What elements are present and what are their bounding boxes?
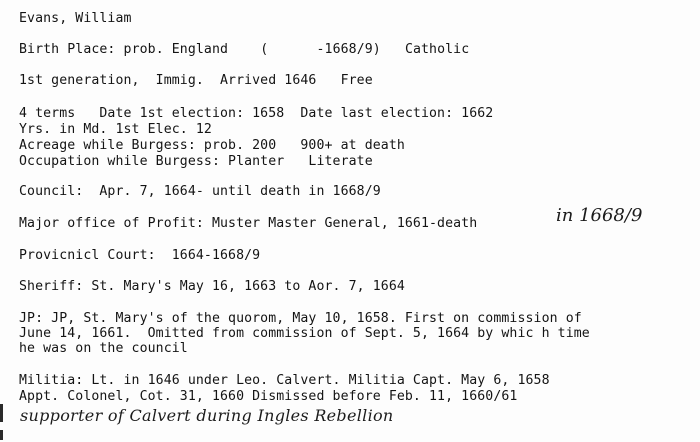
- birth-place: prob. England: [123, 42, 229, 57]
- generation-line: 1st generation, Immig. Arrived 1646 Free: [19, 73, 373, 88]
- court-line: Provicnicl Court: 1664-1668/9: [19, 248, 261, 263]
- office-line: Major office of Profit: Muster Master General, 1661-death: [19, 216, 478, 231]
- handwritten-note: supporter of Calvert during Ingles Rebellion: [20, 406, 394, 425]
- acreage-line: Acreage while Burgess: prob. 200 900+ at death: [19, 138, 405, 153]
- office-handwritten-annotation: in 1668/9: [556, 205, 643, 226]
- birth-line: [19, 42, 469, 57]
- jp-line-3: he was on the council: [19, 341, 188, 356]
- sheriff-line: Sheriff: St. Mary's May 16, 1663 to Aor. 7, 1664: [19, 279, 405, 294]
- jp-line-2: June 14, 1661. Omitted from commission of Sept. 5, 1664 by whic h time: [19, 326, 590, 341]
- occupation-line: Occupation while Burgess: Planter Literate: [19, 154, 373, 169]
- militia-line-1: Militia: Lt. in 1646 under Leo. Calvert. Militia Capt. May 6, 1658: [19, 373, 550, 388]
- militia-line-2: Appt. Colonel, Cot. 31, 1660 Dismissed before Feb. 11, 1660/61: [19, 389, 518, 404]
- religion: Catholic: [404, 42, 470, 57]
- terms-line: 4 terms Date 1st election: 1658 Date last election: 1662: [19, 106, 494, 121]
- birth-label: Birth Place:: [19, 42, 116, 57]
- years-line: Yrs. in Md. 1st Elec. 12: [19, 122, 212, 137]
- birth-dates: ( -1668/9): [260, 42, 381, 57]
- scan-edge-mark: [0, 404, 3, 422]
- council-line: Council: Apr. 7, 1664- until death in 1668/9: [19, 184, 381, 199]
- record-name: Evans, William: [19, 11, 132, 26]
- scan-edge-mark: [0, 430, 3, 440]
- jp-line-1: JP: JP, St. Mary's of the quorom, May 10, 1658. First on commission of: [19, 311, 582, 326]
